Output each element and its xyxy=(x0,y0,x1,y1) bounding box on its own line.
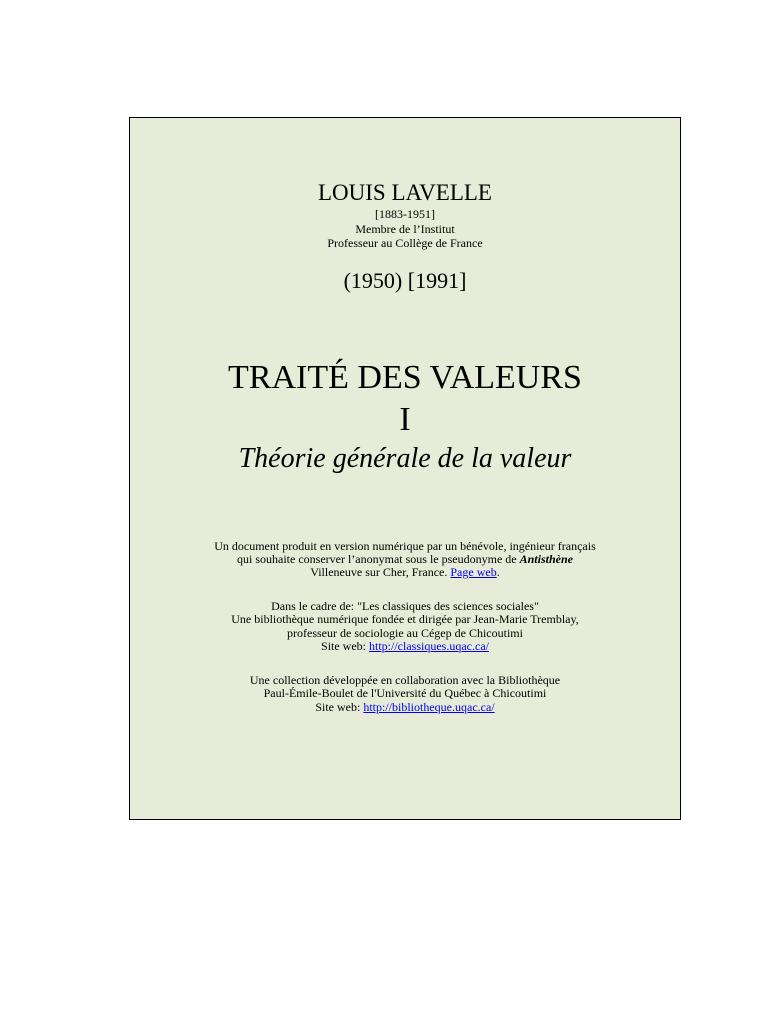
collection-site xyxy=(130,700,680,714)
book-subtitle: Théorie générale de la valeur xyxy=(238,443,572,474)
collection-line-1: Une collection développée en collaboration avec la Bibliothèque xyxy=(249,673,561,687)
bibliotheque-site-link[interactable]: http://bibliotheque.uqac.ca/ xyxy=(363,700,495,714)
book-volume: I xyxy=(399,401,411,438)
page-web-link[interactable]: Page web xyxy=(450,565,497,579)
production-line-3-end: . xyxy=(496,565,500,579)
production-location: Villeneuve sur Cher, France. xyxy=(310,565,451,579)
author-name: LOUIS LAVELLE xyxy=(318,180,492,205)
production-line-3 xyxy=(130,565,680,579)
framework-line-3: professeur de sociologie au Cégep de Chicoutimi xyxy=(287,626,523,640)
framework-site xyxy=(130,639,680,653)
book-title: TRAITÉ DES VALEURS xyxy=(228,359,582,396)
edition-years: (1950) [1991] xyxy=(343,268,467,293)
framework-line-2: Une bibliothèque numérique fondée et dirigée par Jean-Marie Tremblay, xyxy=(231,612,579,626)
collection-site-label: Site web: xyxy=(315,700,364,714)
production-line-2 xyxy=(130,552,680,566)
cover-page xyxy=(129,117,681,820)
author-life-dates: [1883-1951] xyxy=(375,207,435,221)
framework-line-1: Dans le cadre de: "Les classiques des sciences sociales" xyxy=(271,599,539,613)
production-line-2-text: qui souhaite conserver l’anonymat sous le pseudonyme de xyxy=(237,552,520,566)
collection-line-2: Paul-Émile-Boulet de l'Université du Québec à Chicoutimi xyxy=(263,686,547,700)
pseudonym: Antisthène xyxy=(519,552,573,566)
author-position: Professeur au Collège de France xyxy=(327,236,483,250)
production-line-1: Un document produit en version numérique par un bénévole, ingénieur français xyxy=(214,539,596,553)
framework-site-label: Site web: xyxy=(321,639,370,653)
classiques-site-link[interactable]: http://classiques.uqac.ca/ xyxy=(369,639,489,653)
author-membership: Membre de l’Institut xyxy=(355,222,455,236)
